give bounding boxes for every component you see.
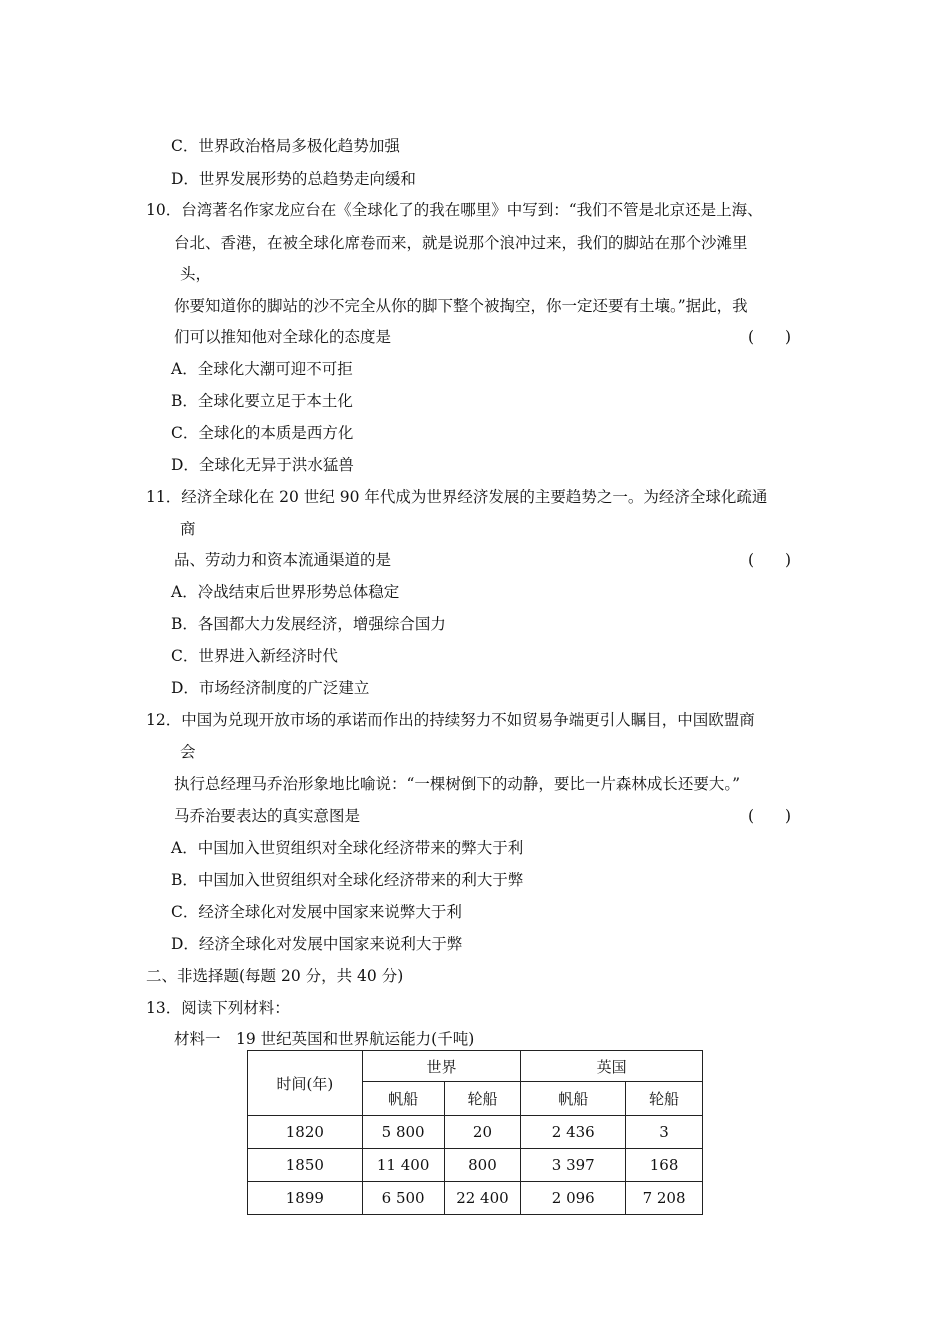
cell-world-sail: 11 400 bbox=[362, 1149, 444, 1182]
q10-option-c: C．全球化的本质是西方化 bbox=[171, 424, 354, 442]
q11-stem-line2: 商 bbox=[180, 520, 196, 538]
cell-uk-steam: 168 bbox=[626, 1149, 703, 1182]
header-uk: 英国 bbox=[521, 1051, 703, 1082]
cell-uk-sail: 2 436 bbox=[521, 1116, 626, 1149]
q11-option-b: B．各国都大力发展经济，增强综合国力 bbox=[171, 615, 446, 633]
q11-answer-blank: ( ) bbox=[748, 551, 792, 569]
cell-uk-steam: 3 bbox=[626, 1116, 703, 1149]
q12-stem-line4: 马乔治要表达的真实意图是 bbox=[174, 807, 361, 825]
q10-stem-line1: 10．台湾著名作家龙应台在《全球化了的我在哪里》中写到：“我们不管是北京还是上海、 bbox=[146, 201, 763, 219]
header-world: 世界 bbox=[362, 1051, 521, 1082]
cell-uk-sail: 3 397 bbox=[521, 1149, 626, 1182]
cell-world-sail: 6 500 bbox=[362, 1182, 444, 1215]
header-uk-steam: 轮船 bbox=[626, 1082, 703, 1116]
q11-option-a: A．冷战结束后世界形势总体稳定 bbox=[171, 583, 400, 601]
q13-stem: 13．阅读下列材料： bbox=[146, 999, 290, 1017]
cell-world-steam: 20 bbox=[444, 1116, 521, 1149]
q12-option-b: B．中国加入世贸组织对全球化经济带来的利大于弊 bbox=[171, 871, 524, 889]
cell-year: 1850 bbox=[248, 1149, 363, 1182]
table-row bbox=[248, 1182, 703, 1215]
q12-option-a: A．中国加入世贸组织对全球化经济带来的弊大于利 bbox=[171, 839, 524, 857]
q12-option-c: C．经济全球化对发展中国家来说弊大于利 bbox=[171, 903, 462, 921]
material-1-caption: 材料一 19 世纪英国和世界航运能力(千吨) bbox=[174, 1030, 475, 1048]
q12-stem-line2: 会 bbox=[180, 743, 196, 761]
q10-stem-line3: 头， bbox=[180, 265, 212, 283]
q9-option-d: D．世界发展形势的总趋势走向缓和 bbox=[171, 170, 416, 188]
header-world-sail: 帆船 bbox=[362, 1082, 444, 1116]
q10-answer-blank: ( ) bbox=[748, 328, 792, 346]
q11-option-c: C．世界进入新经济时代 bbox=[171, 647, 338, 665]
cell-world-steam: 800 bbox=[444, 1149, 521, 1182]
q11-stem-line1: 11．经济全球化在 20 世纪 90 年代成为世界经济发展的主要趋势之一。为经济全球化疏通 bbox=[146, 488, 768, 506]
shipping-capacity-table bbox=[247, 1050, 703, 1215]
q9-option-c: C．世界政治格局多极化趋势加强 bbox=[171, 137, 400, 155]
cell-year: 1899 bbox=[248, 1182, 363, 1215]
q12-stem-line3: 执行总经理马乔治形象地比喻说：“一棵树倒下的动静，要比一片森林成长还要大。” bbox=[174, 775, 741, 793]
q10-option-d: D．全球化无异于洪水猛兽 bbox=[171, 456, 354, 474]
section-2-heading: 二、非选择题(每题 20 分，共 40 分) bbox=[146, 967, 404, 985]
q10-stem-line2: 台北、香港，在被全球化席卷而来，就是说那个浪冲过来，我们的脚站在那个沙滩里 bbox=[174, 234, 748, 252]
cell-uk-steam: 7 208 bbox=[626, 1182, 703, 1215]
header-time: 时间(年) bbox=[248, 1051, 363, 1116]
q10-option-b: B．全球化要立足于本土化 bbox=[171, 392, 353, 410]
q10-stem-line4: 你要知道你的脚站的沙不完全从你的脚下整个被掏空，你一定还要有土壤。”据此，我 bbox=[174, 297, 748, 315]
header-world-steam: 轮船 bbox=[444, 1082, 521, 1116]
q12-answer-blank: ( ) bbox=[748, 807, 792, 825]
table-row bbox=[248, 1149, 703, 1182]
q12-option-d: D．经济全球化对发展中国家来说利大于弊 bbox=[171, 935, 463, 953]
cell-year: 1820 bbox=[248, 1116, 363, 1149]
q10-option-a: A．全球化大潮可迎不可拒 bbox=[171, 360, 353, 378]
table-row bbox=[248, 1116, 703, 1149]
header-uk-sail: 帆船 bbox=[521, 1082, 626, 1116]
q11-stem-line3: 品、劳动力和资本流通渠道的是 bbox=[174, 551, 392, 569]
q10-stem-line5: 们可以推知他对全球化的态度是 bbox=[174, 328, 392, 346]
cell-world-steam: 22 400 bbox=[444, 1182, 521, 1215]
q12-stem-line1: 12．中国为兑现开放市场的承诺而作出的持续努力不如贸易争端更引人瞩目，中国欧盟商 bbox=[146, 711, 755, 729]
cell-uk-sail: 2 096 bbox=[521, 1182, 626, 1215]
q11-option-d: D．市场经济制度的广泛建立 bbox=[171, 679, 370, 697]
cell-world-sail: 5 800 bbox=[362, 1116, 444, 1149]
